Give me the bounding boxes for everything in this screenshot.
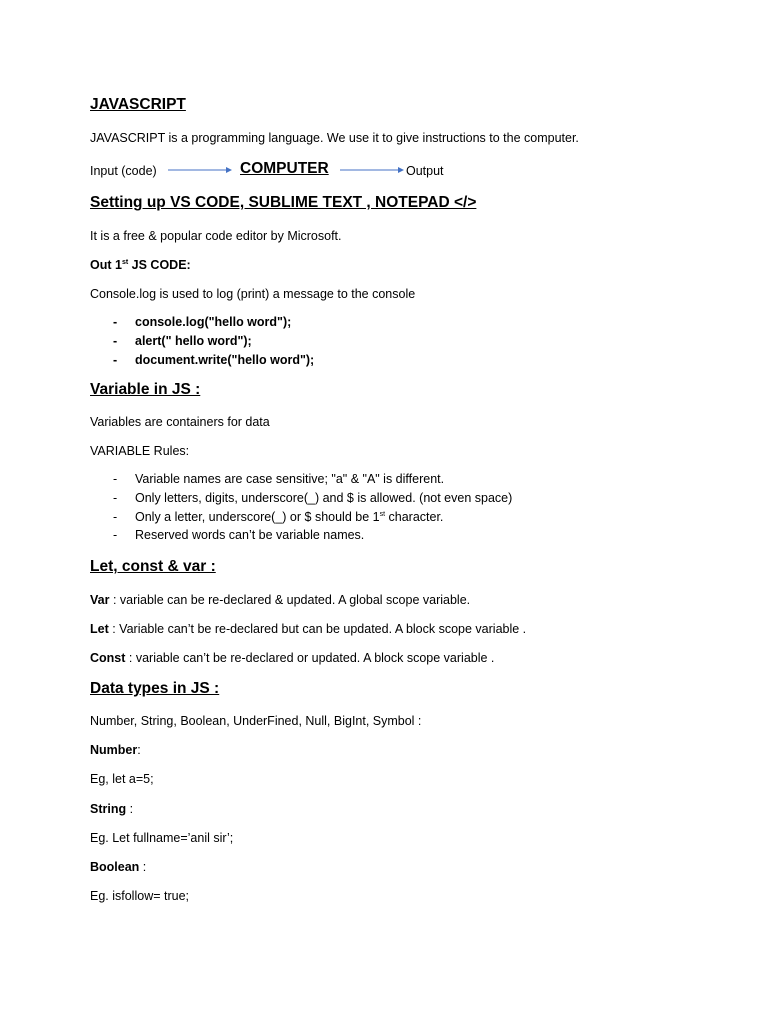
const-definition [90, 650, 494, 666]
list-item [113, 489, 512, 508]
type-name: Number [90, 743, 138, 757]
rule-text: Reserved words can’t be variable names. [135, 528, 365, 543]
number-example: Eg, let a=5; [90, 772, 154, 786]
flow-arrow-2 [340, 166, 404, 174]
dash-bullet: - [113, 352, 118, 367]
first-code-label-text: Out 1 [90, 258, 122, 272]
variable-rules-label: VARIABLE Rules: [90, 444, 190, 458]
definition: : variable can be re-declared & updated. A global scope variable. [109, 593, 471, 607]
setup-description: It is a free & popular code editor by Microsoft. [90, 229, 342, 243]
var-definition [90, 592, 470, 608]
definition: : variable can’t be re-declared or updated. A block scope variable . [125, 651, 495, 665]
flow-diagram [90, 158, 490, 182]
dash-bullet: - [113, 315, 118, 329]
first-code-label-sup: st [121, 258, 129, 266]
type-name: String [90, 802, 127, 816]
definition: : Variable can’t be re-declared but can be updated. A block scope variable . [108, 622, 527, 636]
intro-paragraph: JAVASCRIPT is a programming language. We use it to give instructions to the computer. [90, 131, 579, 145]
type-suffix: : [126, 802, 134, 816]
type-suffix: : [137, 743, 141, 757]
type-name: Boolean [90, 860, 140, 874]
setup-heading: Setting up VS CODE, SUBLIME TEXT , NOTEPAD </> [90, 194, 477, 211]
number-label [90, 742, 141, 758]
dash-bullet: - [113, 528, 118, 543]
dash-bullet: - [113, 509, 118, 524]
rule-text: Only letters, digits, underscore(_) and $ is allowed. (not even space) [135, 490, 513, 505]
variables-description: Variables are containers for data [90, 415, 270, 429]
list-item [113, 508, 512, 527]
term: Let [90, 622, 109, 636]
boolean-label [90, 859, 146, 875]
boolean-example: Eg. isfollow= true; [90, 889, 190, 903]
list-item [113, 526, 512, 545]
list-item [113, 470, 512, 489]
code-example-list [113, 313, 314, 369]
string-label [90, 801, 133, 817]
dash-bullet: - [113, 333, 118, 348]
dash-bullet: - [113, 472, 118, 486]
flow-computer-label: COMPUTER [240, 160, 329, 177]
term: Var [90, 593, 110, 607]
rule-text-tail: character. [385, 509, 444, 524]
first-code-description: Console.log is used to log (print) a message to the console [90, 287, 416, 301]
variables-heading: Variable in JS : [90, 381, 201, 398]
rule-sup: st [379, 510, 386, 518]
list-item [113, 332, 314, 351]
flow-output-label: Output [406, 164, 444, 178]
data-types-list: Number, String, Boolean, UnderFined, Null, BigInt, Symbol : [90, 714, 422, 728]
let-const-var-heading: Let, const & var : [90, 558, 216, 575]
dash-bullet: - [113, 490, 118, 505]
list-item [113, 313, 314, 332]
first-code-label-tail: JS CODE: [128, 258, 191, 272]
type-suffix: : [139, 860, 147, 874]
term: Const [90, 651, 126, 665]
code-example: alert(" hello word"); [135, 333, 252, 348]
let-definition [90, 621, 526, 637]
flow-input-label: Input (code) [90, 164, 157, 178]
string-example: Eg. Let fullname=’anil sir’; [90, 831, 234, 845]
rule-text: Only a letter, underscore(_) or $ should be 1 [135, 509, 380, 524]
list-item [113, 351, 314, 370]
first-code-label [90, 257, 191, 273]
page-title: JAVASCRIPT [90, 96, 186, 113]
variable-rules-list [113, 470, 512, 545]
rule-text: Variable names are case sensitive; "a" & "A" is different. [135, 472, 445, 486]
code-example: console.log("hello word"); [135, 315, 292, 329]
flow-arrow-1 [168, 166, 232, 174]
code-example: document.write("hello word"); [135, 352, 315, 367]
data-types-heading: Data types in JS : [90, 680, 220, 697]
